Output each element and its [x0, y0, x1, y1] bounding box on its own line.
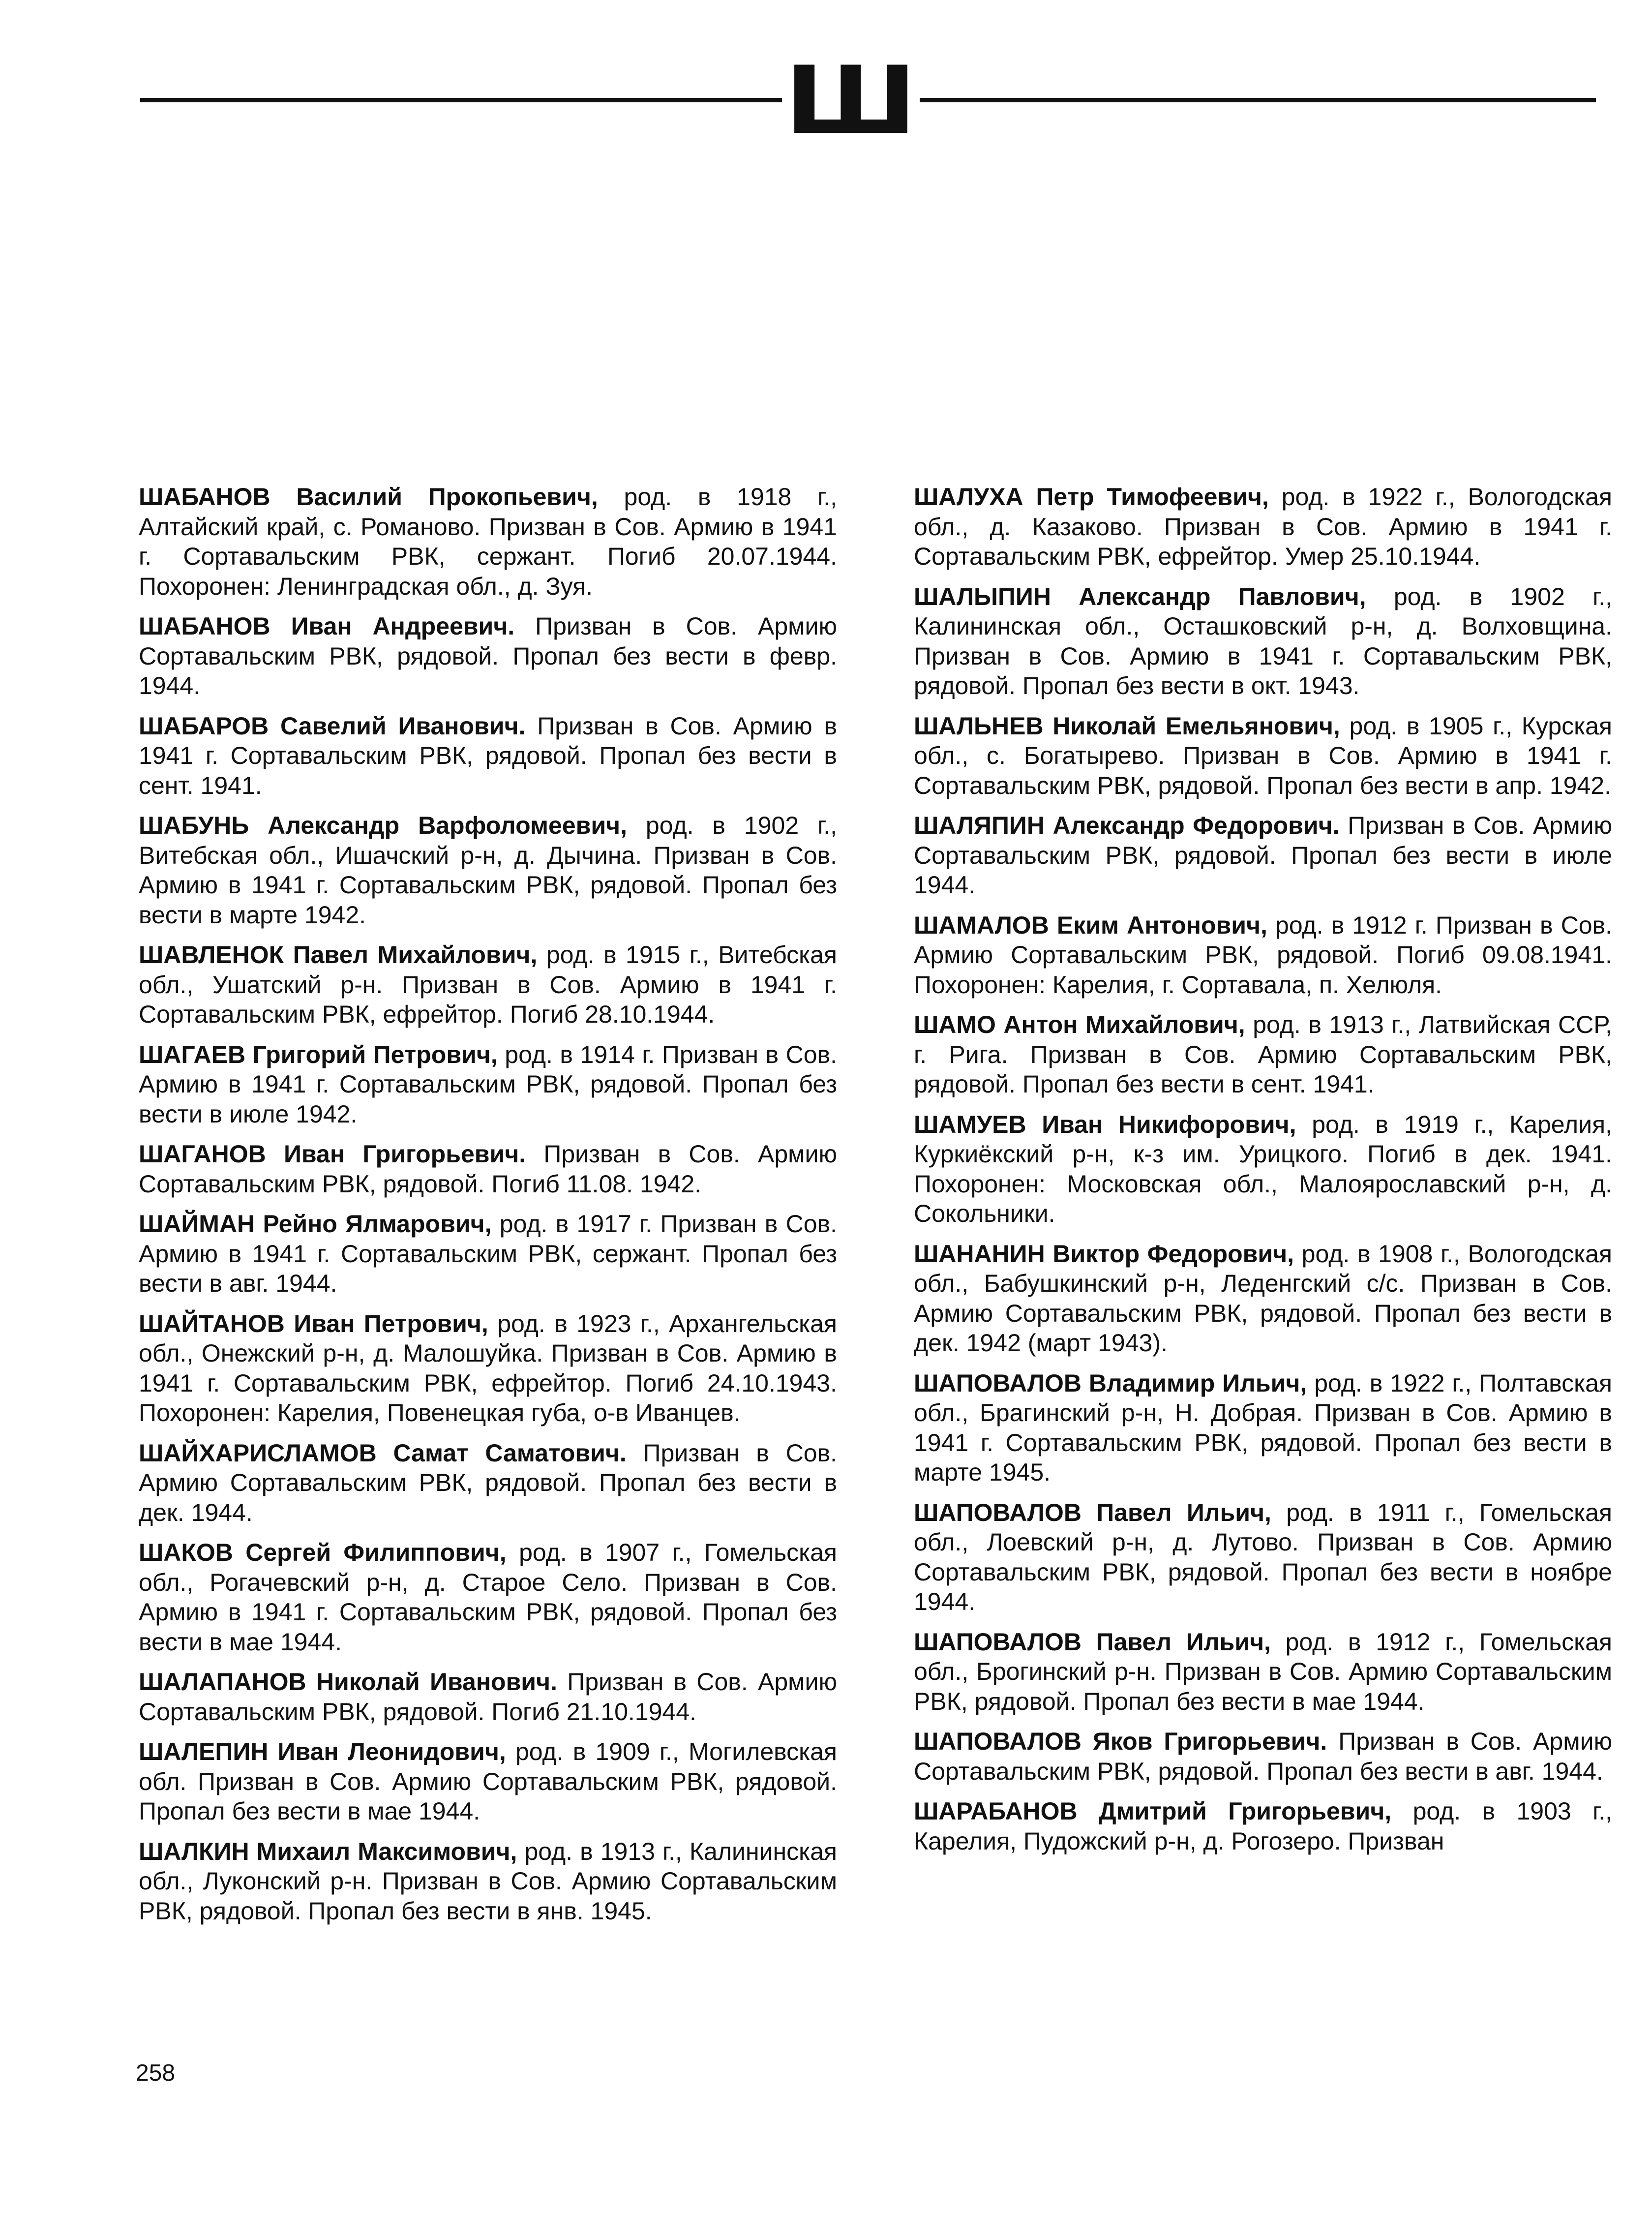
entry-name: ШАЛКИН Михаил Максимович,: [139, 1837, 517, 1865]
entry: [914, 1368, 1612, 1487]
entry: [914, 711, 1612, 801]
entry-name: ШАЛЕПИН Иван Леонидович,: [139, 1738, 506, 1765]
entry-name: ШАЙХАРИСЛАМОВ Самат Саматович.: [139, 1439, 627, 1467]
entry-text: Призван в Сов. Армию в 1941 г. Сортавальским РВК, рядовой. Пропал без вести в сент. 1941.: [139, 712, 838, 799]
entry-text: Призван в Сов. Армию Сортавальским РВК, рядовой. Погиб 21.10.1944.: [139, 1668, 837, 1726]
entry-text: род. в 1913 г., Латвийская ССР, г. Рига. Призван в Сов. Армию Сортавальским РВК, рядовой. Пропал без вести в сент. 1941.: [914, 1011, 1612, 1098]
entry: [139, 940, 837, 1030]
entry-name: ШАМАЛОВ Еким Антонович,: [914, 911, 1267, 939]
entry: [139, 1040, 837, 1129]
entry-name: ШАЛЫПИН Александр Павлович,: [914, 582, 1366, 610]
entry-name: ШАМО Антон Михайлович,: [914, 1011, 1245, 1038]
entry-name: ШАНАНИН Виктор Федорович,: [914, 1240, 1294, 1268]
entry: [914, 482, 1612, 572]
entry: [139, 611, 837, 701]
entry-name: ШАПОВАЛОВ Владимир Ильич,: [914, 1369, 1307, 1397]
entry: [914, 811, 1612, 900]
entry-text: род. в 1914 г. Призван в Сов. Армию в 1941 г. Сортавальским РВК, рядовой. Пропал без вести в июле 1942.: [139, 1040, 837, 1128]
entry-name: ШАЙМАН Рейно Ялмарович,: [139, 1210, 492, 1238]
header-rule-left: [140, 98, 782, 102]
entry-name: ШАПОВАЛОВ Павел Ильич,: [914, 1498, 1271, 1526]
entry-text: род. в 1922 г., Вологодская обл., д. Казаково. Призван в Сов. Армию в 1941 г. Сортавальским РВК, ефрейтор. Умер 25.10.1944.: [914, 483, 1612, 570]
section-letter: Ш: [784, 46, 917, 155]
entry-text: род. в 1908 г., Вологодская обл., Бабушкинский р-н, Леденгский с/с. Призван в Сов. Армию Сортавальским РВК, рядовой. Пропал без вести в дек. 1942 (март 1943).: [914, 1240, 1612, 1357]
entry-text: род. в 1912 г., Гомельская обл., Брогинский р-н. Призван в Сов. Армию Сортавальским РВК, рядовой. Пропал без вести в мае 1944.: [914, 1628, 1612, 1715]
entry-name: ШАБУНЬ Александр Варфоломеевич,: [139, 812, 627, 839]
entry-name: ШАПОВАЛОВ Павел Ильич,: [914, 1628, 1271, 1656]
entry-text: род. в 1902 г., Витебская обл., Ишачский р-н, д. Дычина. Призван в Сов. Армию в 1941 г. Сортавальским РВК, рядовой. Пропал без вести в марте 1942.: [139, 812, 837, 929]
entry-text: род. в 1915 г., Витебская обл., Ушатский р-н. Призван в Сов. Армию в 1941 г. Сортавальским РВК, ефрейтор. Погиб 28.10.1944.: [139, 941, 837, 1028]
entry: [139, 1538, 837, 1657]
entry-text: род. в 1922 г., Полтавская обл., Брагинский р-н, Н. Добрая. Призван в Сов. Армию в 1941 г. Сортавальским РВК, рядовой. Пропал без вести в марте 1945.: [914, 1369, 1612, 1486]
entry-text: Призван в Сов. Армию Сортавальским РВК, рядовой. Погиб 11.08. 1942.: [139, 1140, 837, 1198]
entry-text: род. в 1912 г. Призван в Сов. Армию Сортавальским РВК, рядовой. Погиб 09.08.1941. Похоронен: Карелия, г. Сортавала, п. Хелюля.: [914, 911, 1612, 999]
entry-text: род. в 1917 г. Призван в Сов. Армию в 1941 г. Сортавальским РВК, сержант. Пропал без вести в авг. 1944.: [139, 1210, 837, 1297]
entry-text: Призван в Сов. Армию Сортавальским РВК, рядовой. Пропал без вести в дек. 1944.: [139, 1439, 837, 1526]
entry-text: род. в 1923 г., Архангельская обл., Онежский р-н, д. Малошуйка. Призван в Сов. Армию в 1941 г. Сортавальским РВК, ефрейтор. Погиб 24.10.1943. Похоронен: Карелия, Повенецкая губа, о-в Иванцев.: [139, 1309, 837, 1426]
entry: [914, 1010, 1612, 1099]
entry: [914, 1498, 1612, 1617]
entry-name: ШАМУЕВ Иван Никифорович,: [914, 1110, 1296, 1138]
entry-text: род. в 1909 г., Могилевская обл. Призван в Сов. Армию Сортавальским РВК, рядовой. Пропал без вести в мае 1944.: [139, 1738, 837, 1825]
entry-text: Призван в Сов. Армию Сортавальским РВК, рядовой. Пропал без вести в июле 1944.: [914, 812, 1612, 899]
entry-text: род. в 1902 г., Калининская обл., Осташковский р-н, д. Волховщина. Призван в Сов. Армию в 1941 г. Сортавальским РВК, рядовой. Пропал без вести в окт. 1943.: [914, 582, 1612, 699]
entry-name: ШАГАНОВ Иван Григорьевич.: [139, 1140, 526, 1168]
entry-name: ШАБАНОВ Василий Прокопьевич,: [139, 483, 598, 511]
entry-text: род. в 1907 г., Гомельская обл., Рогачевский р-н, д. Старое Село. Призван в Сов. Армию в 1941 г. Сортавальским РВК, рядовой. Пропал без вести в мае 1944.: [139, 1539, 837, 1656]
entry: [139, 482, 837, 601]
entry-text: род. в 1905 г., Курская обл., с. Богатырево. Призван в Сов. Армию в 1941 г. Сортавальским РВК, рядовой. Пропал без вести в апр. 1942.: [914, 712, 1612, 799]
entry: [139, 811, 837, 930]
entry-name: ШАКОВ Сергей Филиппович,: [139, 1539, 507, 1566]
entry-text: род. в 1913 г., Калининская обл., Луконский р-н. Призван в Сов. Армию Сортавальским РВК, рядовой. Пропал без вести в янв. 1945.: [139, 1837, 837, 1925]
page-number: 258: [136, 2060, 176, 2086]
entry-name: ШАБАРОВ Савелий Иванович.: [139, 712, 526, 740]
entry-name: ШАРАБАНОВ Дмитрий Григорьевич,: [914, 1797, 1392, 1825]
entry: [139, 1837, 837, 1926]
entry-text: род. в 1911 г., Гомельская обл., Лоевский р-н, д. Лутово. Призван в Сов. Армию Сортавальским РВК, рядовой. Пропал без вести в ноябре 1944.: [914, 1498, 1612, 1615]
entry-name: ШАЛЬНЕВ Николай Емельянович,: [914, 712, 1340, 740]
entry-text: род. в 1919 г., Карелия, Куркиёкский р-н, к-з им. Урицкого. Погиб в дек. 1941. Похоронен: Московская обл., Малоярославский р-н, д. Сокольники.: [914, 1110, 1612, 1227]
entry: [914, 910, 1612, 1000]
entry-text: Призван в Сов. Армию Сортавальским РВК, рядовой. Пропал без вести в февр. 1944.: [139, 612, 837, 699]
entry-name: ШАВЛЕНОК Павел Михайлович,: [139, 941, 538, 969]
entry-name: ШАГАЕВ Григорий Петрович,: [139, 1040, 498, 1068]
entry-name: ШАЛЯПИН Александр Федорович.: [914, 812, 1340, 839]
header-rule-right: [920, 98, 1596, 102]
right-column: [914, 482, 1612, 1866]
entry-name: ШАЛУХА Петр Тимофеевич,: [914, 483, 1269, 511]
letter-header: [140, 46, 1596, 155]
entry: [139, 1667, 837, 1727]
entry-name: ШАБАНОВ Иван Андреевич.: [139, 612, 515, 640]
entry: [139, 1209, 837, 1299]
left-column: [139, 482, 837, 1936]
entry: [914, 582, 1612, 701]
entry: [914, 1796, 1612, 1856]
entry: [914, 1627, 1612, 1717]
entry: [914, 1727, 1612, 1786]
entry: [139, 711, 837, 801]
entry-text: род. в 1918 г., Алтайский край, с. Романово. Призван в Сов. Армию в 1941 г. Сортавальским РВК, сержант. Погиб 20.07.1944. Похоронен: Ленинградская обл., д. Зуя.: [139, 483, 837, 600]
entry-name: ШАПОВАЛОВ Яков Григорьевич.: [914, 1728, 1327, 1755]
entry-name: ШАЙТАНОВ Иван Петрович,: [139, 1309, 488, 1337]
entry: [914, 1110, 1612, 1229]
entry: [139, 1438, 837, 1528]
entry: [914, 1239, 1612, 1358]
entry: [139, 1309, 837, 1428]
entry-text: род. в 1903 г., Карелия, Пудожский р-н, д. Рогозеро. Призван: [914, 1797, 1612, 1855]
entry-name: ШАЛАПАНОВ Николай Иванович.: [139, 1668, 557, 1696]
entry: [139, 1139, 837, 1199]
entry-text: Призван в Сов. Армию Сортавальским РВК, рядовой. Пропал без вести в авг. 1944.: [914, 1728, 1612, 1785]
entry: [139, 1737, 837, 1826]
